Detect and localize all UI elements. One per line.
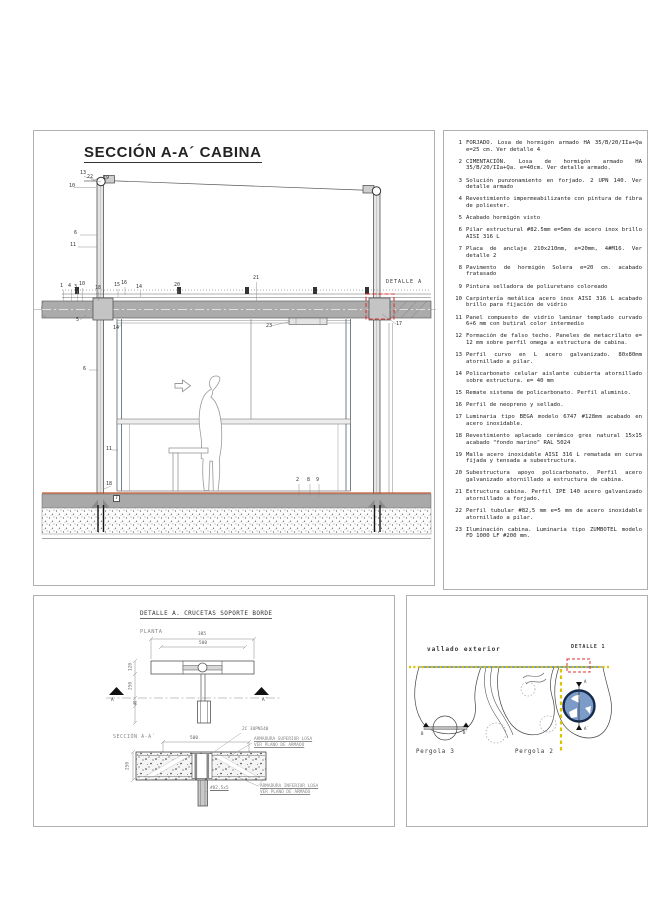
legend-item <box>451 315 642 328</box>
legend-item-number: 17 <box>455 414 462 421</box>
section-drawing <box>34 131 436 587</box>
section-ref-number: 9 <box>316 477 320 483</box>
section-ref-number: 10 <box>79 281 86 287</box>
legend-item-number: 6 <box>458 227 462 234</box>
legend-item-number: 20 <box>455 470 462 477</box>
dim-500-plan: 500 <box>198 640 208 646</box>
legend-item-text: FORJADO. Losa de hormigón armado HA 35/B/20/IIa+Qa e=25 cm. Ver detalle 4 <box>466 140 642 153</box>
section-ref-number: 16 <box>121 280 128 286</box>
cabin-luminaire <box>289 318 327 325</box>
right-crosshead-block <box>369 298 390 320</box>
section-ref-number: 2 <box>296 477 300 483</box>
site-plan-panel <box>406 595 648 827</box>
section-ref-number: 20 <box>174 282 181 288</box>
dim-385: 385 <box>197 632 207 637</box>
left-pillar <box>97 176 115 532</box>
dim-500-section: 500 <box>189 735 199 741</box>
section-ref-number: 18 <box>95 285 102 291</box>
legend-item <box>451 215 642 222</box>
section-ref-number: 5 <box>76 317 80 323</box>
section-drawing-panel <box>33 130 435 586</box>
legend-item-text: Panel compuesto de vidrio laminar templado curvado 6+6 mm con butiral color intermedio <box>466 314 642 328</box>
legend-item-number: 10 <box>455 295 462 302</box>
dim-48: 48 <box>132 700 138 706</box>
annotation-arm-sup-2: VER PLANO DE ARMADO <box>254 742 305 748</box>
legend-item-text: Formación de falso techo. Paneles de metacrilato e= 12 mm sobre perfil omega a estructura de cabina. <box>466 333 642 346</box>
section-ref-number: 15 <box>114 282 121 288</box>
cabin-frames <box>117 319 351 491</box>
section-title: SECCIÓN A-A´ CABINA <box>84 144 262 161</box>
left-crosshead-block <box>93 298 113 320</box>
legend-item <box>451 470 642 483</box>
annotation-tube: #82,5x5 <box>210 786 229 791</box>
legend-item-text: Perfil tubular #82,5 mm e=5 mm de acero inoxidable atornillado a pilar. <box>466 508 642 521</box>
legend-item-number: 15 <box>455 389 462 396</box>
section-ref-number: 6 <box>83 366 87 372</box>
legend-item-text: Malla acero inoxidable AISI 316 L rematada en curva fijada y tensada a subestructura. <box>466 451 642 465</box>
site-plan-drawing <box>407 596 647 826</box>
legend-item <box>451 489 642 502</box>
legend-item <box>451 333 642 346</box>
section-ref-number: 6 <box>74 230 78 236</box>
tension-cable <box>84 181 373 191</box>
section-ref-number: 3 <box>74 284 78 290</box>
marker-a-prime: A´ <box>262 698 268 703</box>
legend-item-text: Remate sistema de policarbonato. Perfil aluminio. <box>466 389 632 396</box>
legend-list <box>451 140 642 540</box>
pergola-2-label: Pergola 2 <box>515 749 554 755</box>
detail-a-drawing <box>34 596 394 826</box>
pergola-3-label: Pergola 3 <box>416 749 455 755</box>
section-ref-number: 14 <box>113 325 120 331</box>
annotation-upn: 2C 3UPN140 <box>242 727 269 732</box>
section-ref-number: 14 <box>136 284 143 290</box>
legend-item-text: Revestimiento aplacado cerámico gres natural 15x15 acabado "fondo marino" RAL 5024 <box>466 432 642 446</box>
section-ref-number: 13 <box>80 170 87 176</box>
section-pillar <box>198 780 208 806</box>
marker-a: A <box>584 679 587 684</box>
legend-item <box>451 296 642 309</box>
legend-item-text: Luminaria tipo BEGA modelo 6747 #128mm acabado en acero inoxidable. <box>466 414 642 427</box>
section-ref-number: 4 <box>68 283 72 289</box>
marker-b: B <box>421 731 424 736</box>
legend-item-text: Policarbonato celular aislante cubierta atornillado sobre estructura. e= 40 mm <box>466 370 642 384</box>
legend-item <box>451 371 642 384</box>
right-pillar <box>363 186 381 532</box>
legend-item-number: 8 <box>458 264 462 271</box>
legend-item <box>451 159 642 172</box>
section-ref-number: 8 <box>307 477 311 483</box>
annotation-arm-sup-1: ARMADURA SUPERIOR LOSA <box>254 737 313 742</box>
legend-item-number: 2 <box>458 158 462 165</box>
detail-a-title: DETALLE A. CRUCETAS SOPORTE BORDE <box>140 610 273 617</box>
section-ref-number: 1 <box>60 283 64 289</box>
legend-panel <box>443 130 648 590</box>
roof-slab <box>41 298 431 320</box>
floor <box>42 493 431 539</box>
legend-item-text: CIMENTACIÓN. Losa de hormigón armado HA 35/B/20/IIa+Qa. e=40cm. Ver detalle armado. <box>466 158 642 172</box>
section-ref-number: 11 <box>106 446 113 452</box>
legend-item <box>451 140 642 153</box>
legend-item-number: 7 <box>458 246 462 253</box>
section-ref-number: 23 <box>266 323 273 329</box>
legend-item <box>451 196 642 209</box>
legend-item-number: 3 <box>458 177 462 184</box>
legend-item <box>451 246 642 259</box>
legend-item-number: 19 <box>455 451 462 458</box>
vallado-exterior-label: vallado exterior <box>427 646 501 653</box>
section-ref-number: 22 <box>87 174 94 180</box>
legend-item-text: Revestimiento impermeabilizante con pintura de fibra de poliester. <box>466 196 642 209</box>
legend-item-number: 1 <box>458 140 462 146</box>
legend-item-number: 12 <box>455 333 462 340</box>
annotation-arm-inf-1: ARMADURA INFERIOR LOSA <box>260 784 319 789</box>
scale-figure <box>199 376 222 491</box>
legend-item <box>451 452 642 465</box>
legend-item-text: Acabado hormigón visto <box>466 215 541 222</box>
legend-item-text: Carpintería metálica acero inox AISI 316 L acabado brillo para fijación de vidrio <box>466 295 642 309</box>
legend-item-text: Solución punzonamiento en forjado. 2 UPN 140. Ver detalle armado <box>466 177 642 191</box>
legend-item <box>451 508 642 521</box>
direction-arrow-icon <box>175 380 191 392</box>
legend-item <box>451 227 642 240</box>
legend-item-text: Estructura cabina. Perfil IPE 140 acero galvanizado atornillado a forjado. <box>466 489 642 502</box>
plan-crosshead <box>151 661 254 723</box>
foundation-slab <box>42 508 431 534</box>
plan-label: PLANTA <box>140 629 163 635</box>
section-ref-number: 7 <box>115 495 119 501</box>
dim-120: 120 <box>128 662 134 672</box>
legend-item <box>451 178 642 191</box>
plan-dimension-lines <box>133 637 256 725</box>
legend-item-text: Iluminación cabina. Luminaria tipo ZUMBOTEL modelo FD 1000 LF #200 mm. <box>466 526 642 540</box>
marker-a: A <box>111 698 114 703</box>
section-ref-number: 18 <box>106 481 113 487</box>
section-ref-number: 10 <box>69 183 76 189</box>
section-marker-a-prime <box>254 687 269 695</box>
legend-item-number: 13 <box>455 352 462 359</box>
legend-item-text: Pintura selladora de poliuretano coloreado <box>466 283 608 290</box>
legend-item <box>451 414 642 427</box>
dim-250-section: 250 <box>125 761 131 771</box>
legend-item-number: 21 <box>455 489 462 496</box>
legend-item-number: 23 <box>455 526 462 533</box>
legend-item-text: Pavimento de hormigón Solera e=20 cm. acabado fratasado <box>466 264 642 278</box>
legend-item-number: 14 <box>455 370 462 377</box>
legend-item <box>451 433 642 446</box>
section-ref-number: 17 <box>396 321 403 327</box>
marker-a-prime: A´ <box>584 726 589 731</box>
section-ref-number: 19 <box>103 175 110 181</box>
detalle-a-label: DETALLE A <box>386 279 423 285</box>
legend-item-number: 9 <box>458 283 462 290</box>
legend-item <box>451 352 642 365</box>
legend-item <box>451 527 642 540</box>
section-ref-number: 11 <box>70 242 77 248</box>
legend-item-number: 18 <box>455 432 462 439</box>
dim-250-plan: 250 <box>128 681 134 691</box>
legend-item-number: 5 <box>458 215 462 222</box>
legend-item-text: Perfil curvo en L acero galvanizado. 80x80mm atornillado a pilar. <box>466 352 642 365</box>
legend-item-number: 16 <box>455 401 462 408</box>
legend-item-number: 22 <box>455 508 462 515</box>
annotation-arm-inf-2: VER PLANO DE ARMADO <box>260 789 311 795</box>
section-slab <box>136 752 266 780</box>
detail-a-panel <box>33 595 395 827</box>
legend-item <box>451 390 642 397</box>
cabin-glazing <box>117 319 351 491</box>
legend-item <box>451 402 642 409</box>
legend-item-text: Perfil de neopreno y sellado. <box>466 401 564 408</box>
legend-item <box>451 284 642 291</box>
section-aa-label: SECCIÓN A-A´ <box>113 734 156 740</box>
section-marker-a <box>109 687 124 695</box>
legend-item-text: Placa de anclaje 210x210mm, e=20mm, 4#M16. Ver detalle 2 <box>466 246 642 259</box>
legend-item-text: Pilar estructural #82.5mm e=5mm de acero inox brillo AISI 316 L <box>466 227 642 240</box>
legend-item <box>451 265 642 278</box>
legend-item-text: Subestructura apoyo policarbonato. Perfil acero galvanizado atornillado a estructura de cabina. <box>466 470 642 484</box>
legend-item-number: 11 <box>455 314 462 321</box>
section-ref-number: 21 <box>253 275 260 281</box>
marker-b-prime: B´ <box>463 730 468 735</box>
detalle-1-label: DETALLE 1 <box>571 644 606 650</box>
legend-item-number: 4 <box>458 196 462 203</box>
